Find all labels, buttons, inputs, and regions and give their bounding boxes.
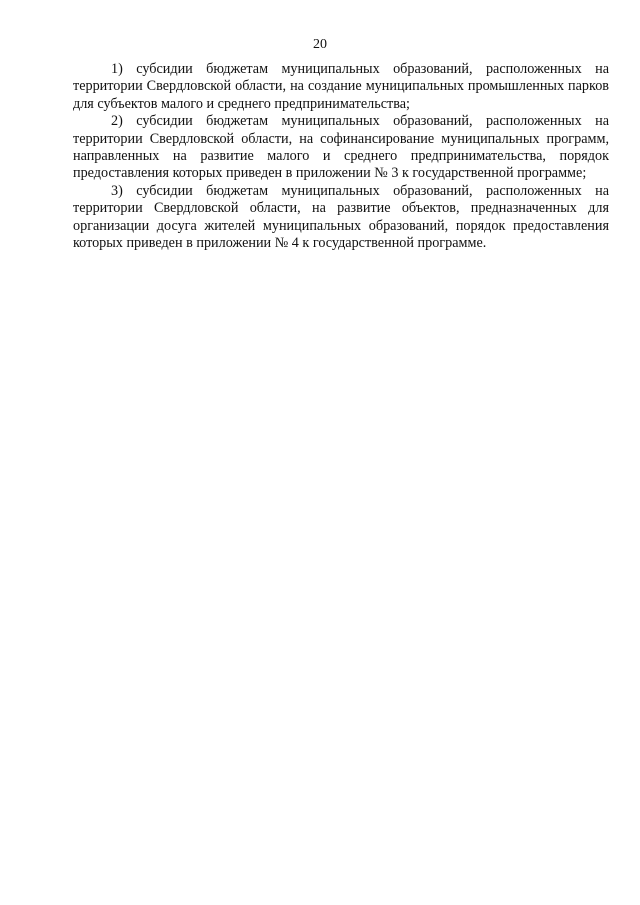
paragraph-subsidy-3: 3) субсидии бюджетам муниципальных образований, расположенных на территории Свердловской области, на развитие объектов, предназначенных для организации досуга жителей муниципальных образований, порядок предоставления которых приведен в приложении № 4 к государственной программе.: [73, 182, 609, 252]
paragraph-subsidy-2: 2) субсидии бюджетам муниципальных образований, расположенных на территории Свердловской области, на софинансирование муниципальных программ, направленных на развитие малого и среднего предпринимательства, порядок предоставления которых приведен в приложении № 3 к государственной программе;: [73, 113, 609, 182]
document-body: [73, 61, 609, 252]
page-number: 20: [313, 37, 327, 52]
paragraph-subsidy-1: 1) субсидии бюджетам муниципальных образований, расположенных на территории Свердловской области, на создание муниципальных промышленных парков для субъектов малого и среднего предпринимательства;: [73, 61, 609, 112]
